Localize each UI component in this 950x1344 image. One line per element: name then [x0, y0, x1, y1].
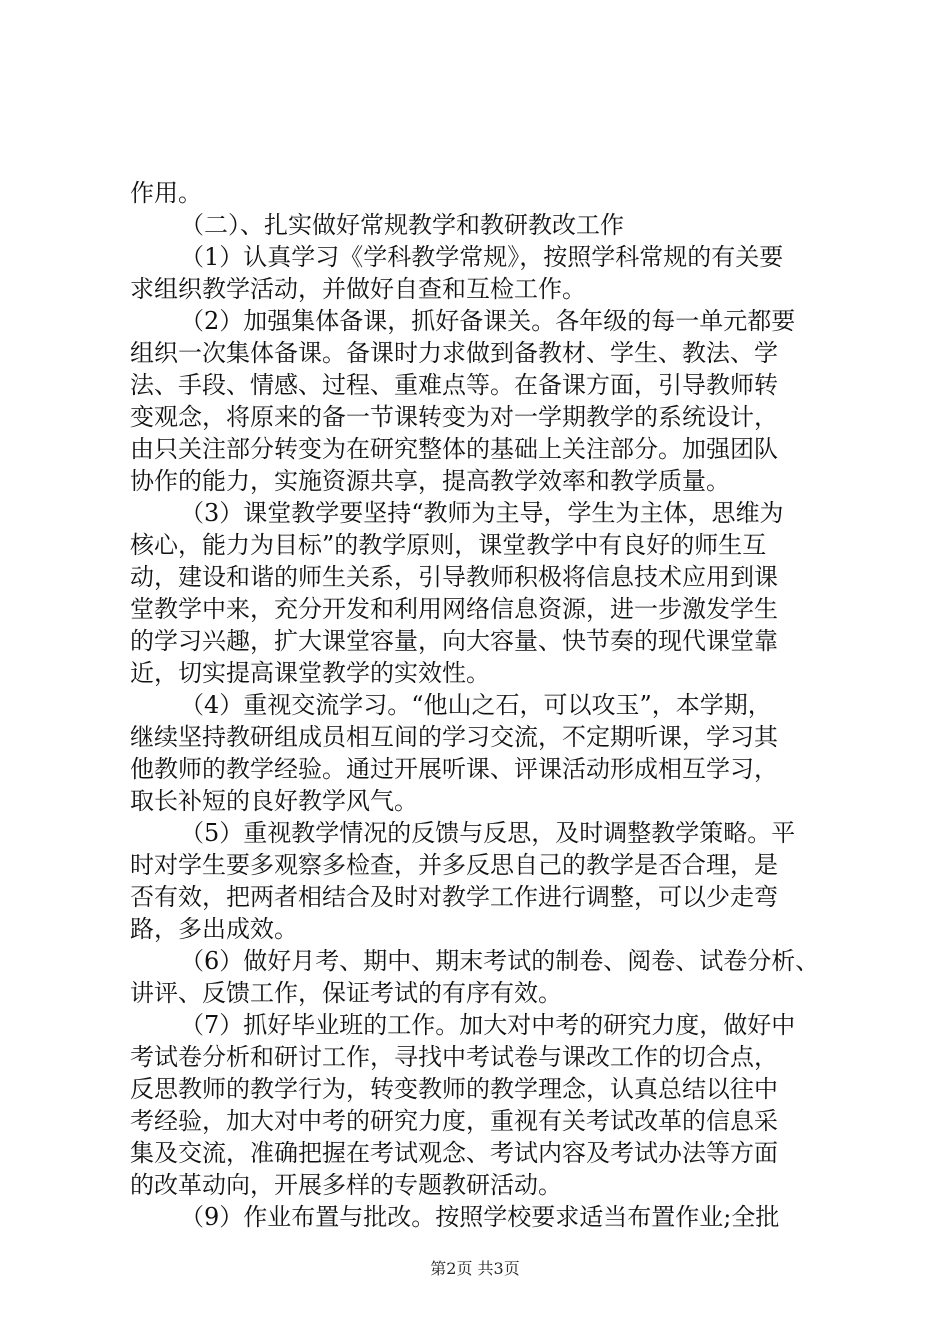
page-number-footer: 第2页 共3页 [430, 1259, 520, 1278]
paragraph-line: 组织一次集体备课。备课时力求做到备教材、学生、教法、学 [130, 339, 778, 367]
paragraph-line: （4）重视交流学习。“他山之石，可以攻玉”，本学期， [180, 691, 772, 719]
paragraph-line: 近，切实提高课堂教学的实效性。 [130, 659, 490, 687]
paragraph-line: 求组织教学活动，并做好自查和互检工作。 [130, 275, 586, 303]
paragraph-line: 讲评、反馈工作，保证考试的有序有效。 [130, 979, 562, 1007]
paragraph-line: 继续坚持教研组成员相互间的学习交流，不定期听课，学习其 [130, 723, 778, 751]
paragraph-line: 的学习兴趣，扩大课堂容量，向大容量、快节奏的现代课堂靠 [130, 627, 778, 655]
paragraph-line: 取长补短的良好教学风气。 [130, 787, 418, 815]
paragraph-line: （5）重视教学情况的反馈与反思，及时调整教学策略。平 [180, 819, 796, 847]
paragraph-line: 协作的能力，实施资源共享，提高教学效率和教学质量。 [130, 467, 730, 495]
paragraph-line: 堂教学中来，充分开发和利用网络信息资源，进一步激发学生 [130, 595, 778, 623]
section-heading: （二）、扎实做好常规教学和教研教改工作 [180, 211, 624, 239]
paragraph-line: （2）加强集体备课，抓好备课关。各年级的每一单元都要 [180, 307, 796, 335]
paragraph-line: 考试卷分析和研讨工作，寻找中考试卷与课改工作的切合点， [130, 1043, 778, 1071]
paragraph-line: 法、手段、情感、过程、重难点等。在备课方面，引导教师转 [130, 371, 778, 399]
paragraph-line: 的改革动向，开展多样的专题教研活动。 [130, 1171, 562, 1199]
text-line: 作用。 [130, 179, 202, 207]
paragraph-line: （9）作业布置与批改。按照学校要求适当布置作业;全批 [180, 1203, 780, 1231]
paragraph-line: 反思教师的教学行为，转变教师的教学理念，认真总结以往中 [130, 1075, 778, 1103]
paragraph-line: （6）做好月考、期中、期末考试的制卷、阅卷、试卷分析、 [180, 947, 820, 975]
paragraph-line: （1）认真学习《学科教学常规》，按照学科常规的有关要 [180, 243, 784, 271]
paragraph-line: 他教师的教学经验。通过开展听课、评课活动形成相互学习， [130, 755, 778, 783]
paragraph-line: 路，多出成效。 [130, 915, 298, 943]
paragraph-line: 时对学生要多观察多检查，并多反思自己的教学是否合理，是 [130, 851, 778, 879]
paragraph-line: 考经验，加大对中考的研究力度，重视有关考试改革的信息采 [130, 1107, 778, 1135]
paragraph-line: （3）课堂教学要坚持“教师为主导，学生为主体，思维为 [180, 499, 784, 527]
paragraph-line: 核心，能力为目标”的教学原则，课堂教学中有良好的师生互 [130, 531, 767, 559]
paragraph-line: 否有效，把两者相结合及时对教学工作进行调整，可以少走弯 [130, 883, 778, 911]
paragraph-line: 变观念，将原来的备一节课转变为对一学期教学的系统设计， [130, 403, 778, 431]
paragraph-line: 集及交流，准确把握在考试观念、考试内容及考试办法等方面 [130, 1139, 778, 1167]
paragraph-line: （7）抓好毕业班的工作。加大对中考的研究力度，做好中 [180, 1011, 796, 1039]
paragraph-line: 动，建设和谐的师生关系，引导教师积极将信息技术应用到课 [130, 563, 778, 591]
paragraph-line: 由只关注部分转变为在研究整体的基础上关注部分。加强团队 [130, 435, 778, 463]
